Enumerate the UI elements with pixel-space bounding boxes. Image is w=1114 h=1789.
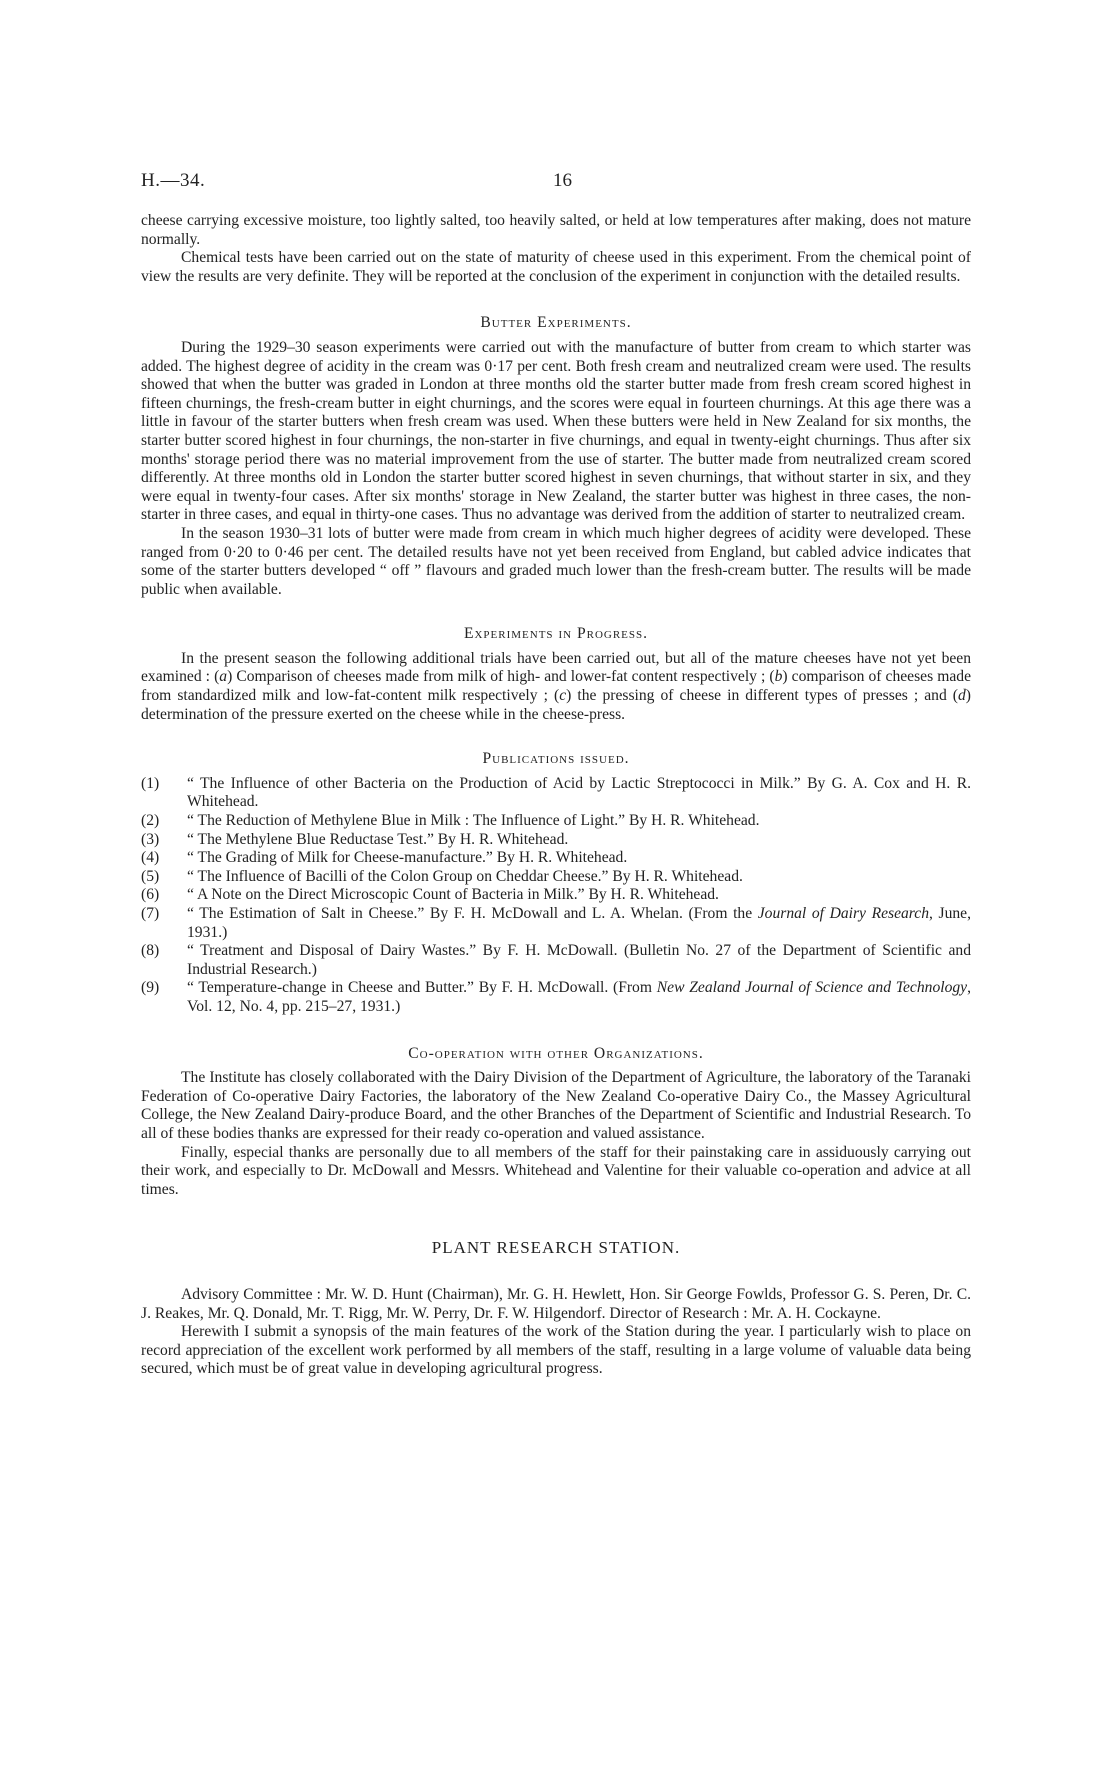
intro-paragraph-continued: cheese carrying excessive moisture, too lightly salted, too heavily salted, or held at low temperatures after making, does not mature normally. [141, 212, 971, 248]
publication-item: (2) “ The Reduction of Methylene Blue in Milk : The Influence of Light.” By H. R. Whitehead. [141, 812, 760, 830]
page-body [141, 212, 971, 1379]
section-heading-publications-issued: Publications issued. [482, 750, 630, 768]
publication-item: (4) “ The Grading of Milk for Cheese-manufacture.” By H. R. Whitehead. [141, 849, 628, 867]
butter-paragraph-2: In the season 1930–31 lots of butter were made from cream in which much higher degrees of acidity were developed. These ranged from 0·20 to 0·46 per cent. The detailed results have not yet been received from England, but cabled advice indicates that some of the starter butters developed “ off ” flavours and graded much lower than the fresh-cream butter. The results will be made public when available. [141, 524, 971, 598]
intro-paragraph-chemical-tests: Chemical tests have been carried out on the state of maturity of cheese used in this experiment. From the chemical point of view the results are very definite. They will be reported at the conclusion of the experiment in conjunction with the detailed results. [141, 249, 971, 285]
section-heading-experiments-in-progress: Experiments in Progress. [463, 625, 649, 643]
advisory-committee-paragraph: Advisory Committee : Mr. W. D. Hunt (Chairman), Mr. G. H. Hewlett, Hon. Sir George Fowlds, Professor G. S. Peren, Dr. C. J. Reakes, Mr. Q. Donald, Mr. T. Rigg, Mr. W. Perry, Dr. F. W. Hilgendorf. Director of Research : Mr. A. H. Cockayne. [141, 1285, 971, 1322]
co-operation-paragraph-2: Finally, especial thanks are personally due to all members of the staff for their painstaking care in assiduously carrying out their work, and especially to Dr. McDowall and Messrs. Whitehead and Valentine for their valuable co-operation and advice at all times. [141, 1143, 971, 1198]
section-heading-plant-research-station: PLANT RESEARCH STATION. [431, 1238, 681, 1258]
publication-item: (7) “ The Estimation of Salt in Cheese.” By F. H. McDowall and L. A. Whelan. (From the Journal of Dairy Research, June, 1931.) [141, 905, 972, 941]
co-operation-paragraph-1: The Institute has closely collaborated with the Dairy Division of the Department of Agriculture, the laboratory of the Taranaki Federation of Co-operative Dairy Factories, the laboratory of the New Zealand Co-operative Dairy Co., the Massey Agricultural College, the New Zealand Dairy-produce Board, and the other Branches of the Department of Scientific and Industrial Research. To all of these bodies thanks are expressed for their ready co-operation and valued assistance. [141, 1069, 971, 1142]
progress-paragraph: In the present season the following additional trials have been carried out, but all of the mature cheeses have not yet been examined : (a) Comparison of cheeses made from milk of high- and lower-fat content respectively ; (b) comparison of cheeses made from standardized milk and low-fat-content milk respectively ; (c) the pressing of cheese in different types of presses ; and (d) determination of the pressure exerted on the cheese while in the cheese-press. [141, 649, 971, 723]
document-reference: H.—34. [141, 170, 206, 191]
page-number: 16 [553, 170, 572, 191]
publication-item: (6) “ A Note on the Direct Microscopic Count of Bacteria in Milk.” By H. R. Whitehead. [141, 886, 719, 904]
journal-title: New Zealand Journal of Science and Technology [656, 979, 968, 997]
page-header [141, 170, 971, 198]
publications-list [141, 775, 971, 1017]
publication-item: (8) “ Treatment and Disposal of Dairy Wastes.” By F. H. McDowall. (Bulletin No. 27 of the Department of Scientific and Industrial Research.) [141, 942, 971, 978]
publication-item: (1) “ The Influence of other Bacteria on the Production of Acid by Lactic Streptococci in Milk.” By G. A. Cox and H. R. Whitehead. [141, 774, 971, 811]
journal-title: Journal of Dairy Research [757, 905, 930, 922]
section-heading-butter-experiments: Butter Experiments. [480, 314, 632, 332]
butter-paragraph-1: During the 1929–30 season experiments were carried out with the manufacture of butter from cream to which starter was added. The highest degree of acidity in the cream was 0·17 per cent. Both fresh cream and neutralized cream were used. The results showed that when the butter was graded in London at three months old the starter butter made from fresh cream scored highest in fifteen churnings, the fresh-cream butter in eight churnings, and the scores were equal in fourteen churnings. At this age there was a little in favour of the starter butters when fresh cream was used. When these butters were held in New Zealand for six months, the starter butter scored highest in four churnings, the non-starter in five churnings, and equal in twenty-eight churnings. Thus after six months' storage period there was no material improvement from the use of starter. The butter made from neutralized cream scored differently. At three months old in London the starter butter scored highest in seven churnings, that without starter in six, and they were equal in twenty-four cases. After six months' storage in New Zealand, the starter butter was highest in three cases, the non-starter in three cases, and equal in thirty-one cases. Thus no advantage was derived from the addition of starter to neutralized cream. [141, 338, 971, 524]
plant-synopsis-paragraph: Herewith I submit a synopsis of the main features of the work of the Station during the year. I particularly wish to place on record appreciation of the excellent work performed by all members of the staff, resulting in a large volume of valuable data being secured, which must be of great value in developing agricultural progress. [141, 1323, 971, 1378]
publication-item: (9) “ Temperature-change in Cheese and Butter.” By F. H. McDowall. (From New Zealand Journal of Science and Technology, Vol. 12, No. 4, pp. 215–27, 1931.) [141, 979, 971, 1015]
publication-item: (3) “ The Methylene Blue Reductase Test.” By H. R. Whitehead. [141, 830, 569, 848]
publication-item: (5) “ The Influence of Bacilli of the Colon Group on Cheddar Cheese.” By H. R. Whitehead. [141, 867, 743, 885]
section-heading-co-operation: Co-operation with other Organizations. [408, 1044, 704, 1062]
